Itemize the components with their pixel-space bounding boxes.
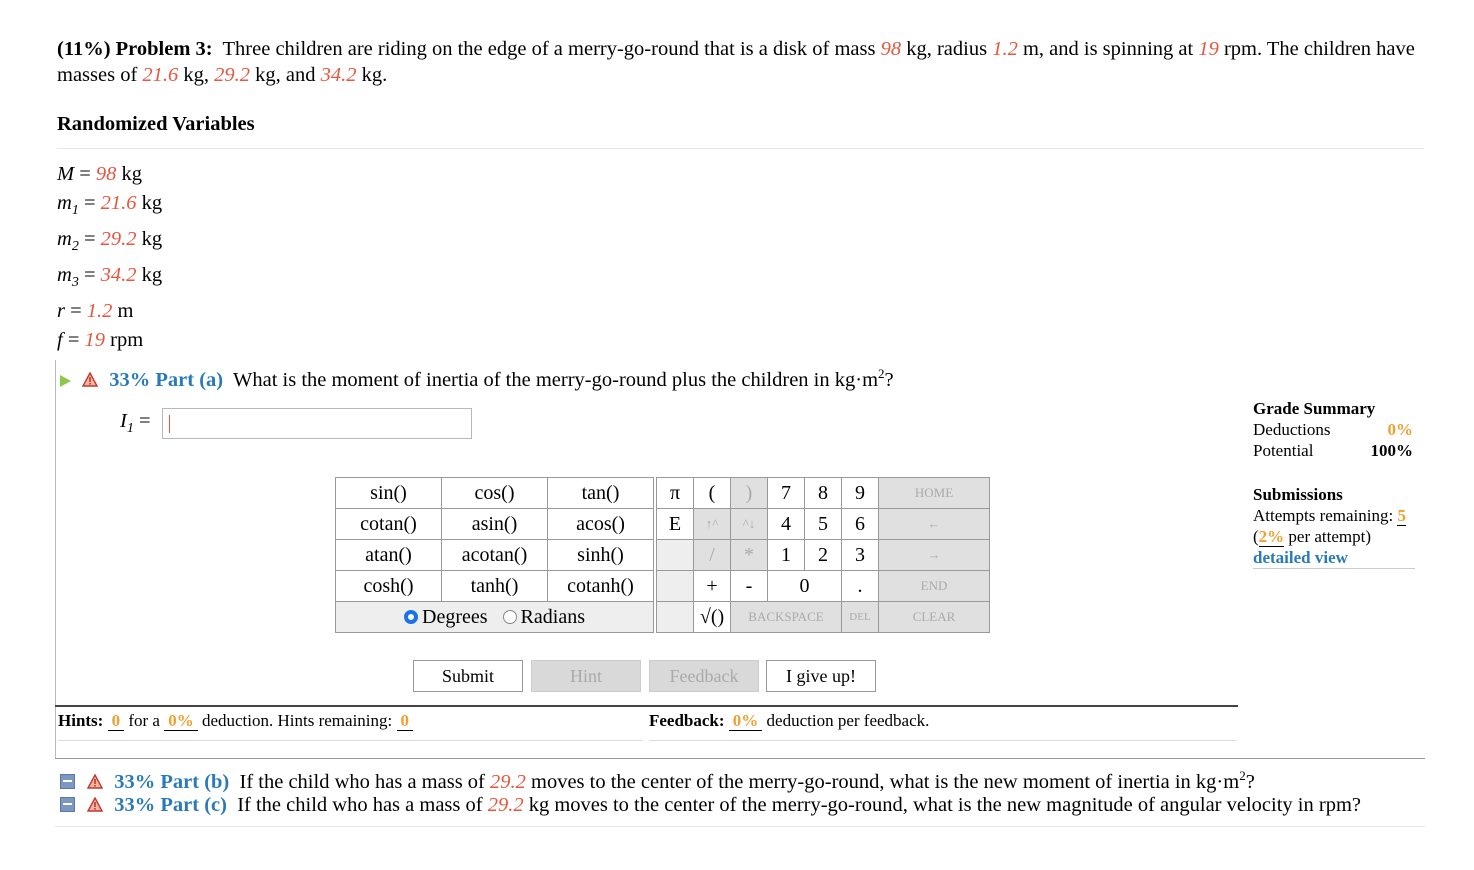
key-6[interactable]: 6: [842, 509, 879, 540]
problem-text: kg, radius: [906, 38, 988, 60]
var-m2: 29.2: [490, 770, 526, 793]
divider: [55, 826, 1425, 827]
radians-label: Radians: [520, 605, 585, 628]
variable-symbol: r: [57, 300, 65, 323]
part-b-label: Part (b): [160, 770, 230, 793]
part-b-text: If the child who has a mass of: [239, 770, 485, 793]
grade-summary: [1253, 398, 1413, 461]
variable-row: $m_3 = 34.2$ kg: [57, 264, 163, 291]
fn-asin[interactable]: asin(): [442, 509, 548, 540]
var-mass: 98: [880, 38, 902, 60]
warning-icon: [87, 774, 103, 789]
variable-unit: kg: [141, 192, 163, 214]
hints-count: 0: [108, 711, 125, 731]
variable-row: f = 19 rpm: [57, 329, 144, 352]
potential-label: Potential: [1253, 441, 1314, 460]
key-5[interactable]: 5: [805, 509, 842, 540]
submit-button[interactable]: Submit: [413, 660, 523, 692]
hint-button[interactable]: Hint: [531, 660, 641, 692]
divider: [55, 705, 1238, 707]
variable-row: $m_1 = 21.6$ kg: [57, 192, 163, 219]
part-c-text: If the child who has a mass of: [237, 794, 483, 816]
fn-cos[interactable]: cos(): [442, 478, 548, 509]
per-attempt-row: [1253, 526, 1415, 547]
part-a-label: Part (a): [155, 368, 224, 391]
warning-icon: [87, 797, 103, 812]
hints-info: [58, 711, 413, 731]
per-attempt-value: 2%: [1258, 527, 1285, 546]
answer-symbol: I: [120, 410, 127, 432]
answer-label: [120, 410, 151, 437]
divider: [1253, 568, 1415, 569]
potential-row: [1253, 440, 1413, 461]
warning-icon: [82, 372, 98, 387]
problem-text: kg, and: [255, 64, 316, 86]
var-m3: 34.2: [320, 64, 357, 86]
key-del[interactable]: DEL: [842, 602, 879, 633]
variable-unit: kg: [121, 163, 143, 185]
part-b-text: moves to the center of the merry-go-round, what is the new moment of inertia in kg·m: [531, 770, 1240, 793]
variable-unit: rpm: [110, 329, 144, 352]
answer-input[interactable]: [162, 408, 472, 439]
attempts-row: [1253, 505, 1415, 526]
deductions-value: 0%: [1387, 420, 1413, 439]
variable-symbol: m: [57, 264, 72, 287]
keypad: [656, 477, 990, 633]
attempts-label: Attempts remaining:: [1253, 506, 1394, 525]
variable-value: 98: [95, 163, 117, 185]
key-pi[interactable]: π: [657, 478, 694, 509]
superscript: 2: [1239, 768, 1246, 783]
variable-value: 29.2: [100, 228, 137, 251]
variable-value: 1.2: [86, 300, 113, 323]
superscript: 2: [878, 366, 885, 381]
key-right-arrow[interactable]: →: [879, 540, 990, 571]
key-lparen[interactable]: (: [694, 478, 731, 509]
randomized-heading: Randomized Variables: [57, 113, 255, 135]
function-palette: [335, 477, 654, 633]
expand-play-icon[interactable]: [60, 375, 71, 387]
hints-text: for a: [128, 711, 160, 730]
problem-statement: [57, 36, 1427, 88]
deductions-label: Deductions: [1253, 420, 1331, 439]
key-home[interactable]: HOME: [879, 478, 990, 509]
divider: [58, 740, 643, 741]
collapse-icon[interactable]: [60, 797, 75, 812]
problem-title: Problem 3:: [115, 38, 213, 60]
key-multiply[interactable]: *: [731, 540, 768, 571]
fn-tan[interactable]: tan(): [548, 478, 654, 509]
variable-sub: 3: [71, 275, 79, 291]
key-blank: [657, 540, 694, 571]
fn-tanh[interactable]: tanh(): [442, 571, 548, 602]
collapse-icon[interactable]: [60, 774, 75, 789]
per-attempt-text: per attempt): [1288, 527, 1372, 546]
hints-deduction: 0%: [164, 711, 198, 731]
submissions-title: Submissions: [1253, 485, 1343, 504]
fn-cotan[interactable]: cotan(): [336, 509, 442, 540]
fn-cosh[interactable]: cosh(): [336, 571, 442, 602]
problem-text: kg,: [183, 64, 210, 86]
key-3[interactable]: 3: [842, 540, 879, 571]
part-a-question: What is the moment of inertia of the merry-go-round plus the children in kg·m: [233, 368, 879, 391]
var-m2: 29.2: [214, 64, 251, 86]
feedback-button[interactable]: Feedback: [649, 660, 759, 692]
part-c-header[interactable]: [60, 794, 1361, 817]
key-e[interactable]: E: [657, 509, 694, 540]
variable-value: 19: [84, 329, 106, 352]
divider: [649, 740, 1237, 741]
key-superscript-down[interactable]: ^↓: [731, 509, 768, 540]
feedback-info: [649, 711, 929, 731]
part-c-percent: 33%: [114, 794, 156, 816]
fn-atan[interactable]: atan(): [336, 540, 442, 571]
part-a-percent: 33%: [109, 368, 151, 391]
feedback-text: deduction per feedback.: [766, 711, 930, 730]
key-8[interactable]: 8: [805, 478, 842, 509]
angle-mode-row: [336, 602, 654, 633]
deductions-row: [1253, 419, 1413, 440]
key-end[interactable]: END: [879, 571, 990, 602]
attempts-value: 5: [1397, 506, 1406, 525]
paren: (: [1253, 527, 1259, 546]
randomized-variables: [57, 160, 162, 355]
key-sqrt[interactable]: √(): [694, 602, 731, 633]
key-left-arrow[interactable]: ←: [879, 509, 990, 540]
variable-symbol: M: [57, 163, 75, 185]
submissions: [1253, 484, 1415, 568]
variable-row: r = 1.2 m: [57, 300, 134, 323]
variable-symbol: f: [57, 329, 63, 352]
potential-value: 100%: [1370, 441, 1413, 460]
hints-text: deduction. Hints remaining:: [201, 711, 393, 730]
degrees-radio[interactable]: [404, 610, 418, 624]
divider: [55, 758, 1425, 759]
radians-radio[interactable]: [503, 610, 517, 624]
key-2[interactable]: 2: [805, 540, 842, 571]
grade-summary-title: Grade Summary: [1253, 399, 1376, 418]
question-end: ?: [884, 368, 894, 391]
key-clear[interactable]: CLEAR: [879, 602, 990, 633]
key-1[interactable]: 1: [768, 540, 805, 571]
fn-acotan[interactable]: acotan(): [442, 540, 548, 571]
part-a-header: [60, 366, 894, 392]
key-superscript-up[interactable]: ↑^: [694, 509, 731, 540]
text-cursor: [169, 415, 170, 433]
question-end: ?: [1245, 770, 1255, 793]
key-9[interactable]: 9: [842, 478, 879, 509]
variable-value: 34.2: [100, 264, 137, 287]
var-m1: 21.6: [142, 64, 179, 86]
degrees-label: Degrees: [422, 605, 488, 628]
answer-equals: =: [133, 410, 151, 432]
problem-text: rpm. The children have masses of: [57, 38, 1415, 86]
variable-sub: 1: [71, 203, 79, 219]
part-c-label: Part (c): [160, 794, 227, 816]
feedback-label: Feedback:: [649, 711, 725, 730]
key-4[interactable]: 4: [768, 509, 805, 540]
variable-symbol: m: [57, 192, 72, 214]
give-up-button[interactable]: I give up!: [766, 660, 876, 692]
fn-sinh[interactable]: sinh(): [548, 540, 654, 571]
key-plus[interactable]: +: [694, 571, 731, 602]
problem-text: Three children are riding on the edge of a merry-go-round that is a disk of mass: [222, 38, 876, 60]
feedback-deduction: 0%: [729, 711, 763, 731]
answer-sub: 1: [126, 421, 134, 437]
key-blank: [657, 602, 694, 633]
part-b-header[interactable]: [60, 768, 1255, 794]
variable-unit: m: [117, 300, 134, 323]
problem-text: kg.: [361, 64, 388, 86]
problem-text: m, and is spinning at: [1022, 38, 1194, 60]
variable-symbol: m: [57, 228, 72, 251]
detailed-view-link[interactable]: detailed view: [1253, 548, 1348, 567]
key-backspace[interactable]: BACKSPACE: [731, 602, 842, 633]
fn-sin[interactable]: sin(): [336, 478, 442, 509]
var-radius: 1.2: [992, 38, 1018, 60]
fn-cotanh[interactable]: cotanh(): [548, 571, 654, 602]
key-rparen[interactable]: ): [731, 478, 768, 509]
key-blank: [657, 571, 694, 602]
problem-weight: (11%): [57, 38, 111, 60]
variable-value: 21.6: [100, 192, 137, 214]
key-divide[interactable]: /: [694, 540, 731, 571]
key-7[interactable]: 7: [768, 478, 805, 509]
key-0[interactable]: 0: [768, 571, 842, 602]
variable-row: M = 98 kg: [57, 163, 143, 185]
variable-unit: kg: [141, 264, 163, 287]
hints-label: Hints:: [58, 711, 104, 730]
var-m2: 29.2: [487, 794, 524, 816]
variable-row: $m_2 = 29.2$ kg: [57, 228, 163, 255]
key-dot[interactable]: .: [842, 571, 879, 602]
part-b-percent: 33%: [114, 770, 156, 793]
part-c-text: kg moves to the center of the merry-go-round, what is the new magnitude of angular velocity in rpm?: [528, 794, 1361, 816]
fn-acos[interactable]: acos(): [548, 509, 654, 540]
divider: [57, 148, 1424, 149]
variable-sub: 2: [71, 239, 79, 255]
hints-remaining: 0: [397, 711, 414, 731]
key-minus[interactable]: -: [731, 571, 768, 602]
variable-unit: kg: [141, 228, 163, 251]
var-rpm: 19: [1198, 38, 1219, 60]
